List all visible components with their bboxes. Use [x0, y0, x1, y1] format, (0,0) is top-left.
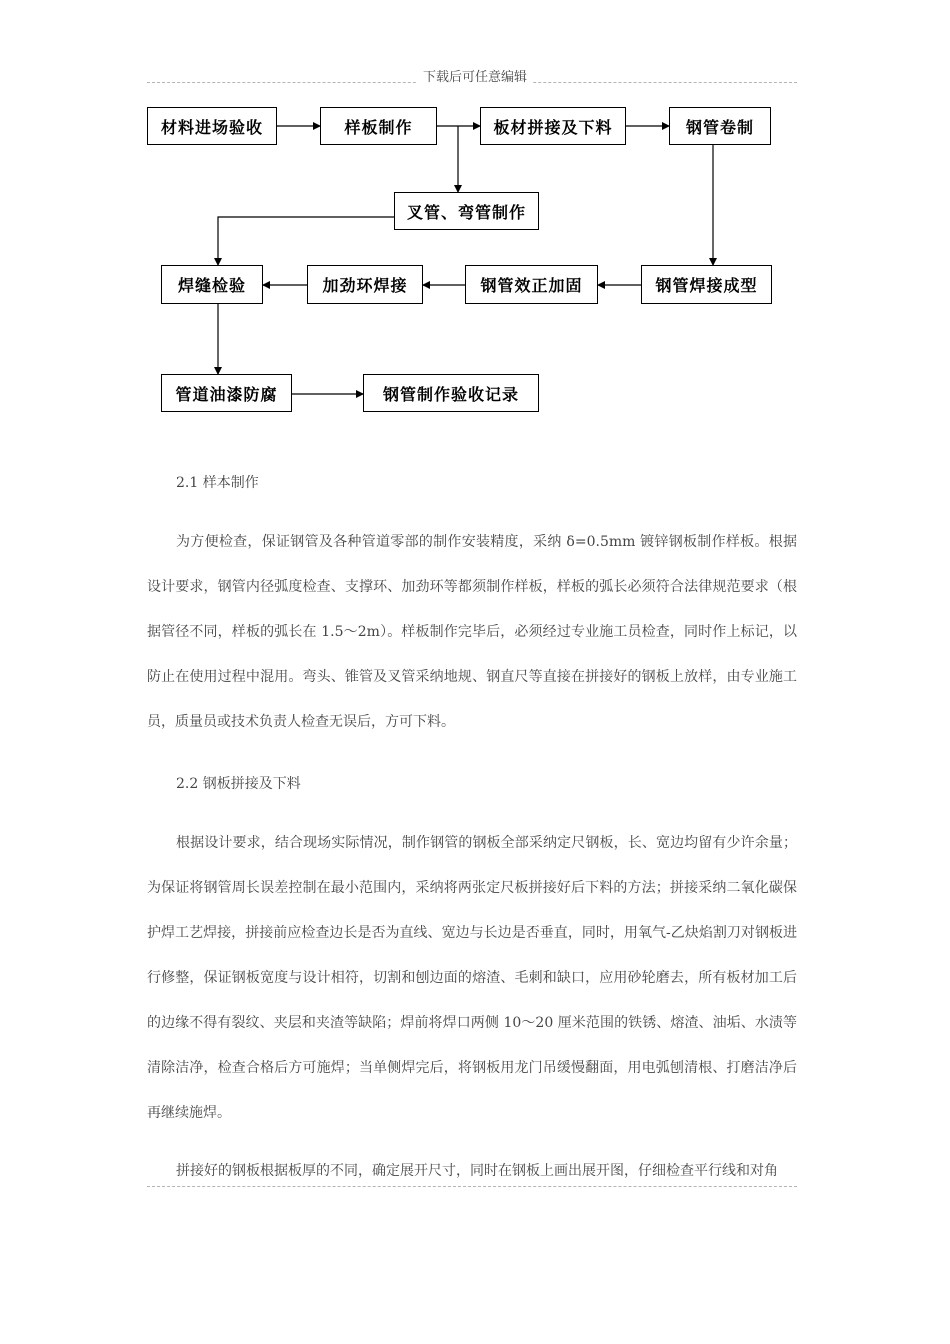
node-pipe-rolling: 钢管卷制	[669, 107, 771, 145]
node-stiffener-welding: 加劲环焊接	[307, 265, 423, 304]
arrow-bend-to-inspection	[218, 217, 394, 265]
section-2-1-paragraph: 为方便检查，保证钢管及各种管道零部的制作安装精度，采纳 δ=0.5mm 镀锌钢板制作样板。根据设计要求，钢管内径弧度检查、支撑环、加劲环等都须制作样板，样板的弧长必须符合法律规范要求（根据管径不同，样板的弧长在 1.5～2m）。样板制作完毕后，必须经过专业施工员检查，同时作上标记，以防止在使用过程中混用。弯头、锥管及叉管采纳地规、钢直尺等直接在拼接好的钢板上放样，由专业施工员，质量员或技术负责人检查无误后，方可下料。	[147, 534, 797, 730]
node-material-inspection: 材料进场验收	[147, 107, 277, 145]
node-acceptance-record: 钢管制作验收记录	[363, 374, 539, 412]
footer-dashed-rule	[147, 1186, 797, 1187]
node-pipe-weld-forming: 钢管焊接成型	[641, 265, 772, 304]
node-anticorrosion: 管道油漆防腐	[161, 374, 292, 412]
node-pipe-correction: 钢管效正加固	[465, 265, 598, 304]
header-label: 下载后可任意编辑	[417, 70, 533, 85]
node-plate-splicing: 板材拼接及下料	[480, 107, 626, 145]
section-2-2-heading: 2.2 钢板拼接及下料	[176, 776, 301, 792]
process-flowchart	[0, 0, 950, 440]
node-weld-inspection: 焊缝检验	[161, 265, 263, 304]
section-2-1-heading: 2.1 样本制作	[176, 475, 259, 491]
node-template-making: 样板制作	[320, 107, 437, 145]
section-2-2-paragraph: 根据设计要求，结合现场实际情况，制作钢管的钢板全部采纳定尺钢板，长、宽边均留有少许余量；为保证将钢管周长误差控制在最小范围内，采纳将两张定尺板拼接好后下料的方法；拼接采纳二氧化碳保护焊工艺焊接，拼接前应检查边长是否为直线、宽边与长边是否垂直，同时，用氧气-乙炔焰割刀对钢板进行修整，保证钢板宽度与设计相符，切割和刨边面的熔渣、毛刺和缺口，应用砂轮磨去，所有板材加工后的边缘不得有裂纹、夹层和夹渣等缺陷；焊前将焊口两侧 10～20 厘米范围的铁锈、熔渣、油垢、水渍等清除洁净，检查合格后方可施焊；当单侧焊完后，将钢板用龙门吊缓慢翻面，用电弧刨清根、打磨洁净后再继续施焊。	[147, 835, 797, 1121]
node-bend-pipe: 叉管、弯管制作	[394, 192, 539, 230]
closing-paragraph: 拼接好的钢板根据板厚的不同，确定展开尺寸，同时在钢板上画出展开图，仔细检查平行线和对角	[176, 1163, 778, 1179]
